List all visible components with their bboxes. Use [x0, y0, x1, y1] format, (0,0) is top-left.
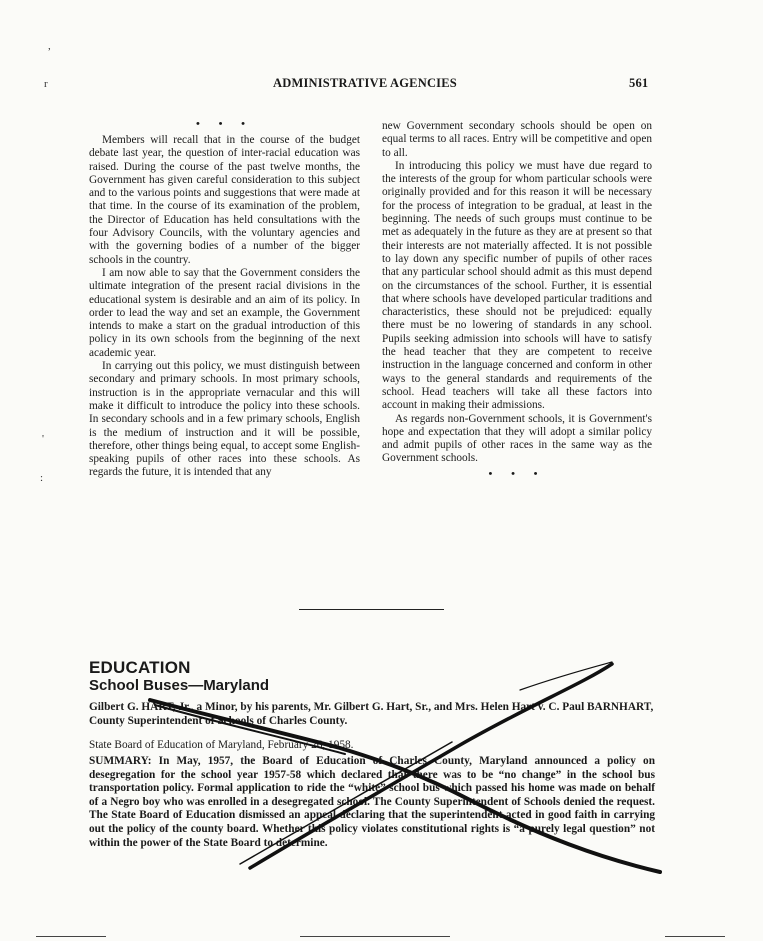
case-summary	[89, 755, 655, 850]
section-title: EDUCATION	[89, 658, 191, 677]
margin-mark: :	[40, 472, 44, 484]
summary-label: SUMMARY:	[89, 755, 152, 767]
left-column	[89, 134, 360, 480]
paragraph: As regards non-Government schools, it is Government's hope and expectation that they will adopt a similar policy and admit pupils of other races in the same way as the Government schools.	[382, 412, 652, 465]
paragraph: I am now able to say that the Government considers the ultimate integration of the present racial divisions in the educational system is desirable and an aim of its policy. In order to lead the way and set an example, the Government intends to make a start on the gradual introduction of this policy in its own schools from the beginning of the next academic year.	[89, 266, 360, 359]
page-number: 561	[629, 76, 649, 90]
divider-rule	[299, 609, 444, 610]
paragraph: In carrying out this policy, we must distinguish between secondary and primary schools. In most primary schools, instruction is in the appropriate vernacular and this will make it difficult to introduce the policy into these schools. In secondary schools and in a few primary schools, English is the medium of instruction and it will be possible, therefore, other things being equal, to accept some English-speaking pupils of other races into these schools. As regards the future, it is intended that any	[89, 360, 360, 479]
court-line: State Board of Education of Maryland, February 26, 1958.	[89, 739, 354, 751]
running-head-title: ADMINISTRATIVE AGENCIES	[273, 76, 457, 90]
case-caption: Gilbert G. HART, Jr., a Minor, by his parents, Mr. Gilbert G. Hart, Sr., and Mrs. Helen Hart v. C. Paul BARNHART, County Superintendent of Schools of Charles County.	[89, 701, 654, 727]
margin-mark: ,	[48, 40, 51, 52]
margin-mark: r	[44, 78, 48, 90]
paragraph: new Government secondary schools should be open on equal terms to all races. Entry will be competitive and open to all.	[382, 120, 652, 159]
section-separator: • • •	[195, 118, 254, 130]
paragraph: Members will recall that in the course of the budget debate last year, the question of inter-racial education was raised. During the course of the past twelve months, the Government has given careful consideration to this subject and to the various points and suggestions that were made at that time. In the course of its examination of the problem, the Director of Education has held consultations with the four Advisory Councils, with the voluntary agencies and with the governing bodies of a number of the bigger schools in the country.	[89, 134, 360, 266]
footer-rule	[665, 936, 725, 937]
paragraph: In introducing this policy we must have due regard to the interests of the group for whom particular schools were originally provided and for this reason it will be necessary for the process of integration to be gradual, at least in the beginning. The needs of such groups must continue to be met as adequately in the future as they are at present so that their interests are not materially affected. It is not possible to lay down any specific number of pupils of other races that any particular school should admit as this must depend on the circumstances of the school. Further, it is essential that where schools have developed particular traditions and characteristics, these should not be prejudiced: equally there must be no lowering of standards in any school. Pupils seeking admission into schools will have to satisfy the head teacher that they are competent to receive instruction in the language concerned and conform in other ways to the general standards and requirements of the school. Head teachers will take all these factors into account in making their admissions.	[382, 159, 652, 412]
summary-text: In May, 1957, the Board of Education of Charles County, Maryland announced a policy on desegregation for the school year 1957-58 which declared that there was to be “no change” in the school bus transportation policy. Formal application to ride the “white” school bus which passed his home was made on behalf of a Negro boy who was enrolled in a desegregated school. The County Superintendent of Schools denied the request. The State Board of Education dismissed an appeal declaring that the superintendent acted in good faith in carrying out the policy of the county board. Whether this policy violates constitutional rights is “a purely legal question” not within the power of the State Board to determine.	[89, 755, 655, 849]
section-separator: • • •	[488, 467, 546, 480]
section-subtitle: School Buses—Maryland	[89, 677, 270, 694]
running-head	[0, 76, 763, 92]
right-column	[382, 120, 652, 481]
footer-rule	[36, 936, 106, 937]
footer-rule	[300, 936, 450, 937]
margin-mark: '	[42, 433, 44, 445]
